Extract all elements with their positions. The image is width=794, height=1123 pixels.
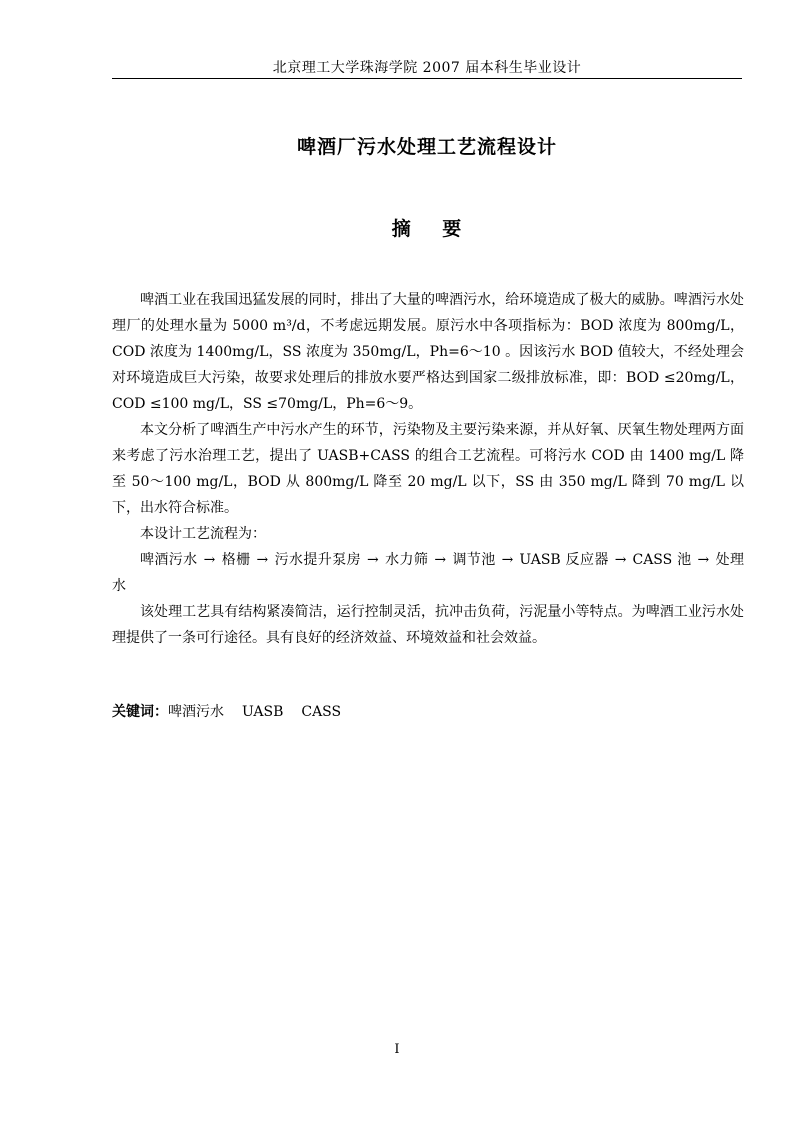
flow-step: 格栅 — [221, 552, 251, 568]
flow-arrow-icon: → — [434, 552, 447, 568]
flow-arrow-icon: → — [367, 552, 379, 568]
flow-step: 处理水 — [112, 552, 745, 594]
process-flow — [112, 547, 744, 599]
flow-step: CASS 池 — [632, 552, 692, 568]
abstract-body — [112, 287, 744, 651]
abstract-paragraph-4: 该处理工艺具有结构紧凑简洁，运行控制灵活，抗冲击负荷，污泥量小等特点。为啤酒工业污水处理提供了一条可行途径。具有良好的经济效益、环境效益和社会效益。 — [112, 604, 744, 646]
keyword: CASS — [301, 704, 342, 720]
abstract-heading-text: 摘 要 — [391, 218, 463, 240]
abstract-paragraph-3: 本设计工艺流程为： — [140, 526, 266, 542]
flow-arrow-icon: → — [203, 552, 216, 568]
keyword: UASB — [242, 704, 284, 720]
flow-arrow-icon: → — [256, 552, 269, 568]
abstract-paragraph-1: 啤酒工业在我国迅猛发展的同时，排出了大量的啤酒污水，给环境造成了极大的威胁。啤酒污水处理厂的处理水量为 5000 m³/d，不考虑远期发展。原污水中各项指标为：BOD 浓度为 800mg/L，COD 浓度为 1400mg/L，SS 浓度为 350mg/L，Ph=6～10 。因该污水 BOD 值较大，不经处理会对环境造成巨大污染，故要求处理后的排放水要严格达到国家二级排放标准，即：BOD ≤20mg/L，COD ≤100 mg/L，SS ≤70mg/L，Ph=6～9。 — [112, 292, 744, 412]
flow-step: 水力筛 — [384, 552, 429, 568]
keywords-line — [112, 700, 359, 724]
abstract-heading — [112, 216, 742, 242]
flow-arrow-icon: → — [614, 552, 627, 568]
flow-arrow-icon: → — [501, 552, 514, 568]
document-title: 啤酒厂污水处理工艺流程设计 — [296, 136, 557, 158]
flow-step: 污水提升泵房 — [274, 552, 361, 568]
page-header: 北京理工大学珠海学院 2007 届本科生毕业设计 — [272, 60, 582, 76]
abstract-paragraph-2: 本文分析了啤酒生产中污水产生的环节，污染物及主要污染来源，并从好氧、厌氧生物处理两方面来考虑了污水治理工艺，提出了 UASB+CASS 的组合工艺流程。可将污水 COD 由 1400 mg/L 降至 50～100 mg/L，BOD 从 800mg/L 降至 20 mg/L 以下，SS 由 350 mg/L 降到 70 mg/L 以下，出水符合标准。 — [112, 422, 744, 516]
flow-arrow-icon: → — [697, 552, 710, 568]
keyword: 啤酒污水 — [168, 704, 224, 720]
flow-step: UASB 反应器 — [519, 552, 609, 568]
flow-step: 调节池 — [452, 552, 496, 568]
header-rule — [112, 78, 742, 79]
keywords-label: 关键词： — [112, 704, 168, 720]
flow-step: 啤酒污水 — [140, 552, 198, 568]
page-number: I — [394, 1042, 400, 1057]
